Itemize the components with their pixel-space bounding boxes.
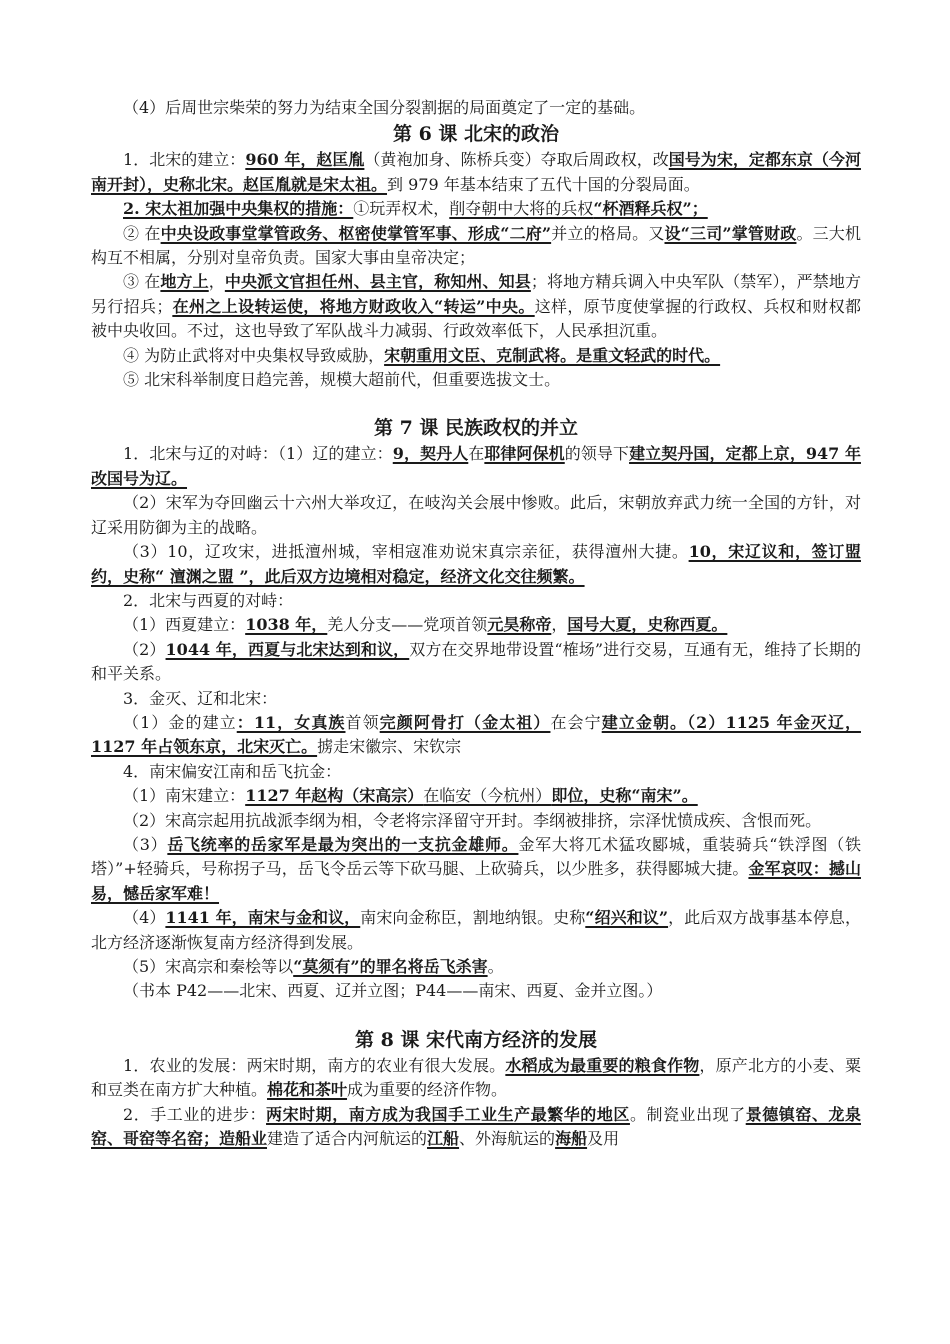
text-run: 双方在交界地带设置“榷场”进行交易，互通有无，维持了长期的和平关系。 — [91, 639, 861, 684]
paragraph-xixia-peace — [91, 638, 861, 687]
emphasized-text: 2. 宋太祖加强中央集权的措施： — [123, 199, 354, 219]
lesson-7-title: 第 7 课 民族政权的并立 — [373, 417, 579, 440]
emphasized-text: 中央派文官担任州、县主官，称知州、知县 — [224, 272, 531, 292]
paragraph-song-defeat: （2）宋军为夺回幽云十六州大举攻辽，在岐沟关会展中惨败。此后，宋朝放弃武力统一全国的方针，对辽采用防御为主的战略。 — [91, 493, 861, 537]
emphasized-text: 1038 年， — [245, 615, 328, 635]
paragraph-li-gang: （2）宋高宗起用抗战派李纲为相，令老将宗泽留守开封。李纲被排挤，宗泽忧愤成疾、含恨而死。 — [123, 810, 822, 830]
emphasized-text: 景德镇窑、龙泉窑、哥窑等名窑；造船业 — [91, 1104, 861, 1149]
emphasized-text: 1141 年，南宋与金和议， — [165, 908, 361, 928]
text-run: ， — [551, 615, 568, 635]
text-run: 1．农业的发展：两宋时期，南方的农业有很大发展。 — [123, 1055, 506, 1075]
emphasized-text: 宋朝重用文臣、克制武将。是重文轻武的时代。 — [384, 345, 721, 365]
text-run: 的领导下 — [564, 444, 630, 464]
text-run: （3）10，辽攻宋，进抵澶州城，宰相寇准劝说宋真宗亲征，获得澶州大捷。 — [123, 542, 689, 562]
emphasized-text: 10，宋辽议和，签订盟约，史称“ 澶渊之盟 ”，此后双方边境相对稳定，经济文化交往频繁。 — [91, 542, 861, 586]
text-run: 。三大机构互不相属，分别对皇帝负责。国家大事由皇帝决定； — [91, 223, 861, 268]
text-run: ；将地方精兵调入中央军队（禁军），严禁地方另行招兵； — [91, 272, 861, 316]
text-run: （1）金的建立 — [123, 712, 237, 732]
emphasized-text: 海船 — [555, 1129, 588, 1149]
text-run: 在 — [468, 444, 485, 464]
paragraph-agriculture — [91, 1054, 861, 1103]
emphasized-text: 两宋时期，南方成为我国手工业生产最繁华的地区 — [266, 1104, 630, 1124]
text-run: ，此后双方战事基本停息，北方经济逐渐恢复南方经济得到发展。 — [91, 908, 861, 952]
text-run: （黄袍加身、陈桥兵变）夺取后周政权，改 — [364, 150, 669, 170]
text-run: ①玩弄权术， — [353, 199, 450, 219]
emphasized-text: 棉花和茶叶 — [267, 1080, 348, 1100]
text-run: 首领 — [345, 712, 380, 732]
text-run: 这样，原节度使掌握的行政权、兵权和财权都被中央收回。不过，这也导致了军队战斗力减弱、行政效率低下，人民承担沉重。 — [91, 296, 861, 341]
paragraph-map-reference: （书本 P42——北宋、西夏、辽并立图；P44——南宋、西夏、金并立图。） — [123, 981, 663, 1001]
text-run: （3） — [123, 834, 168, 854]
emphasized-text: 设“三司”掌管财政 — [664, 223, 797, 243]
emphasized-text: 建立契丹国，定都上京，947 年改国号为辽。 — [91, 444, 861, 488]
text-run: （2） — [123, 639, 166, 659]
emphasized-text: 中央设政事堂掌管政务、枢密使掌管军事、形成“二府” — [160, 223, 552, 243]
text-run: 建造了适合内河航运的 — [267, 1129, 428, 1149]
text-run: 并立的格局。又 — [551, 223, 665, 243]
paragraph-handicraft — [91, 1103, 861, 1152]
text-run: 。制瓷业出现了 — [629, 1104, 746, 1124]
paragraph-jin-heading: 3．金灭、辽和北宋： — [123, 688, 278, 708]
text-run: （1）南宋建立： — [123, 786, 246, 806]
paragraph-imperial-exam: ⑤ 北宋科举制度日趋完善，规模大超前代，但重要选拔文士。 — [123, 370, 561, 390]
emphasized-text: 9，契丹人 — [392, 444, 469, 464]
text-run: 成为重要的经济作物。 — [347, 1080, 508, 1100]
text-run: 、外海航运的 — [459, 1129, 556, 1149]
paragraph-two-offices — [91, 222, 861, 271]
text-run: 金军大将兀术猛攻郾城，重装骑兵“铁浮图（铁塔）”+轻骑兵，号称拐子马，岳飞令岳云等下砍马腿、上砍骑兵，以少胜多，获得郾城大捷。 — [91, 834, 861, 879]
text-run: 及用 — [587, 1129, 620, 1149]
text-run: 2．手工业的进步： — [123, 1104, 267, 1124]
paragraph-xixia-founding — [91, 613, 861, 637]
paragraph-yue-army — [91, 833, 861, 906]
text-run: 在会宁 — [550, 712, 602, 732]
emphasized-text: 金军哀叹：撼山易，憾岳家军难！ — [91, 859, 861, 903]
emphasized-text: 元昊称帝 — [487, 615, 552, 635]
paragraph-later-zhou: （4）后周世宗柴荣的努力为结束全国分裂割据的局面奠定了一定的基础。 — [123, 98, 646, 117]
text-run: 在临安（今杭州） — [423, 786, 552, 806]
emphasized-text: “杯酒释兵权”； — [593, 199, 708, 219]
text-run: ，原产北方的小麦、粟和豆类在南方扩大种植。 — [91, 1055, 861, 1100]
text-run: 1．北宋的建立： — [123, 150, 246, 170]
text-run: ③ 在 — [123, 272, 161, 292]
paragraph-shaoxing-treaty — [91, 906, 861, 955]
text-run: （1）西夏建立： — [123, 615, 246, 635]
text-run: 到 979 年基本结束了五代十国的分裂局面。 — [387, 174, 700, 194]
paragraph-southern-song-founding — [91, 784, 861, 808]
emphasized-text: 国号为宋，定都东京（今河南开封），史称北宋。赵匡胤就是宋太祖。 — [91, 150, 861, 194]
emphasized-text: ：11，女真族 — [236, 712, 346, 732]
emphasized-text: “绍兴和议” — [585, 908, 669, 928]
text-run: （4） — [123, 908, 166, 928]
paragraph-southern-song-heading: 4．南宋偏安江南和岳飞抗金： — [123, 761, 342, 781]
paragraph-founding-northern-song — [91, 148, 861, 197]
paragraph-civil-over-military — [91, 344, 861, 368]
text-run: 南宋向金称臣，割地纳银。史称 — [360, 908, 586, 928]
text-run: ② 在 — [123, 223, 161, 243]
lesson-8-title: 第 8 课 宋代南方经济的发展 — [354, 1028, 598, 1051]
text-run: 削夺朝中大将的兵权 — [449, 199, 594, 219]
emphasized-text: 建立金朝。（2）1125 年金灭辽，1127 年占领东京，北宋灭亡。 — [91, 712, 861, 757]
emphasized-text: 江船 — [427, 1129, 460, 1149]
paragraph-song-xixia-heading: 2．北宋与西夏的对峙： — [123, 590, 294, 610]
emphasized-text: 岳飞统率的岳家军是最为突出的一支抗金雄师。 — [167, 834, 519, 854]
emphasized-text: 地方上 — [160, 272, 209, 292]
paragraph-centralization-measures — [91, 197, 861, 221]
emphasized-text: 耶律阿保机 — [484, 444, 565, 464]
text-run: 。 — [487, 957, 504, 976]
emphasized-text: “莫须有”的罪名将岳飞杀害 — [293, 957, 488, 976]
emphasized-text: 水稻成为最重要的粮食作物 — [505, 1055, 700, 1075]
text-run: 羌人分支——党项首领 — [327, 615, 488, 635]
emphasized-text: 完颜阿骨打（金太祖） — [379, 712, 551, 732]
text-run: （5）宋高宗和秦桧等以 — [123, 957, 294, 976]
paragraph-yue-fei-killed — [91, 955, 861, 979]
paragraph-chanyuan-treaty — [91, 540, 861, 589]
emphasized-text: 在州之上设转运使，将地方财政收入“转运”中央。 — [172, 296, 535, 316]
paragraph-song-liao — [91, 442, 861, 491]
emphasized-text: 国号大夏，史称西夏。 — [567, 615, 728, 635]
lesson-6-title: 第 6 课 北宋的政治 — [392, 123, 560, 146]
document-page — [91, 96, 861, 1151]
text-run: 1．北宋与辽的对峙：（1）辽的建立： — [123, 444, 393, 464]
paragraph-local-control — [91, 270, 861, 343]
emphasized-text: 即位，史称“南宋”。 — [551, 786, 698, 806]
emphasized-text: 960 年，赵匡胤 — [245, 150, 365, 170]
emphasized-text: 1127 年赵构（宋高宗） — [245, 786, 424, 806]
text-run: ， — [208, 272, 225, 292]
emphasized-text: 1044 年，西夏与北宋达到和议， — [165, 639, 410, 659]
paragraph-jin-founding — [91, 711, 861, 760]
text-run: 掳走宋徽宗、宋钦宗 — [317, 737, 462, 757]
text-run: ④ 为防止武将对中央集权导致威胁， — [123, 345, 385, 365]
